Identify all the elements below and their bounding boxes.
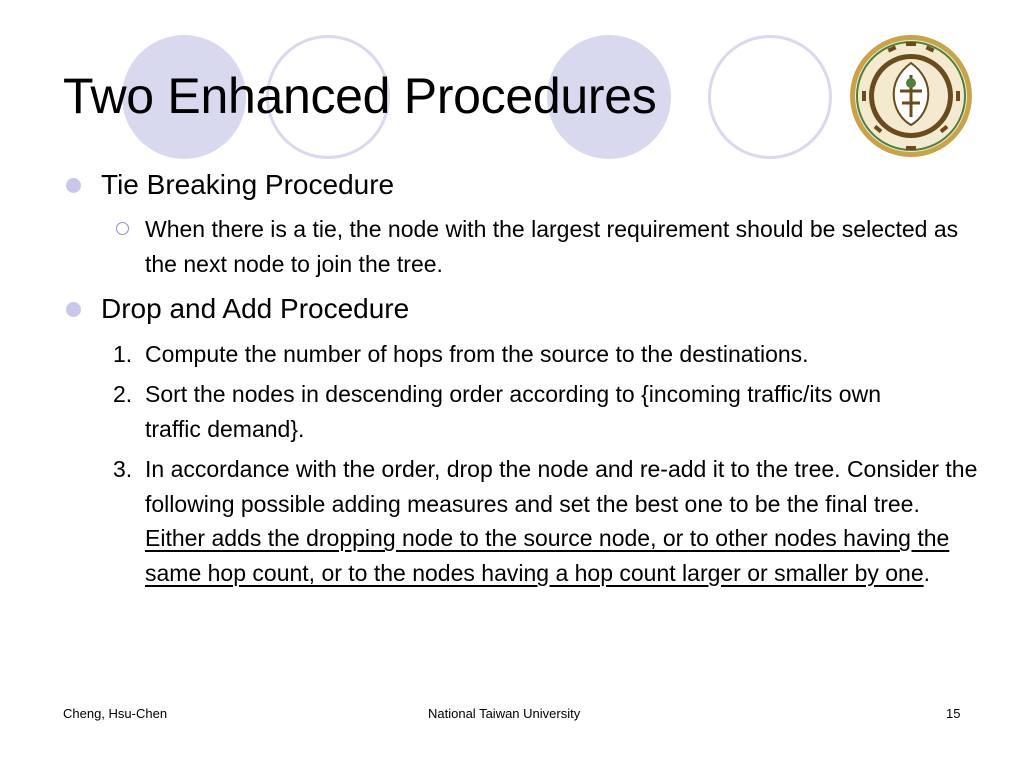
footer-author: Cheng, Hsu-Chen: [63, 706, 168, 721]
bullet-drop-and-add: Drop and Add Procedure: [101, 293, 410, 324]
step-1-text: Compute the number of hops from the source to the destinations.: [145, 341, 809, 367]
bullet-disc-1: [66, 178, 81, 193]
step-3-number: 3.: [113, 456, 133, 482]
step-2-text: Sort the nodes in descending order according to {incoming traffic/its own traffic demand}.: [145, 381, 881, 442]
step-2-number: 2.: [113, 381, 133, 407]
tie-breaking-description: When there is a tie, the node with the largest requirement should be selected as the next node to join the tree.: [145, 216, 959, 277]
step-3-main-text: In accordance with the order, drop the node and re-add it to the tree. Consider the following possible adding measures and set the best one to be the final tree.: [145, 456, 978, 517]
ntu-seal-logo: [848, 33, 974, 159]
footer-institution: National Taiwan University: [428, 706, 581, 721]
sub-bullet-ring: [116, 222, 129, 235]
decor-circle-4: [708, 35, 832, 159]
step-3-underlined-text: Either adds the dropping node to the source node, or to other nodes having the same hop count, or to the nodes having a hop count larger or smaller by one: [145, 525, 950, 586]
step-1-number: 1.: [113, 341, 133, 367]
footer-page-number: 15: [946, 706, 961, 721]
bullet-tie-breaking: Tie Breaking Procedure: [101, 169, 395, 200]
step-3-end-punctuation: .: [923, 559, 931, 586]
bullet-disc-2: [66, 302, 81, 317]
slide-title: Two Enhanced Procedures: [63, 68, 657, 124]
step-3-text: [145, 452, 980, 590]
